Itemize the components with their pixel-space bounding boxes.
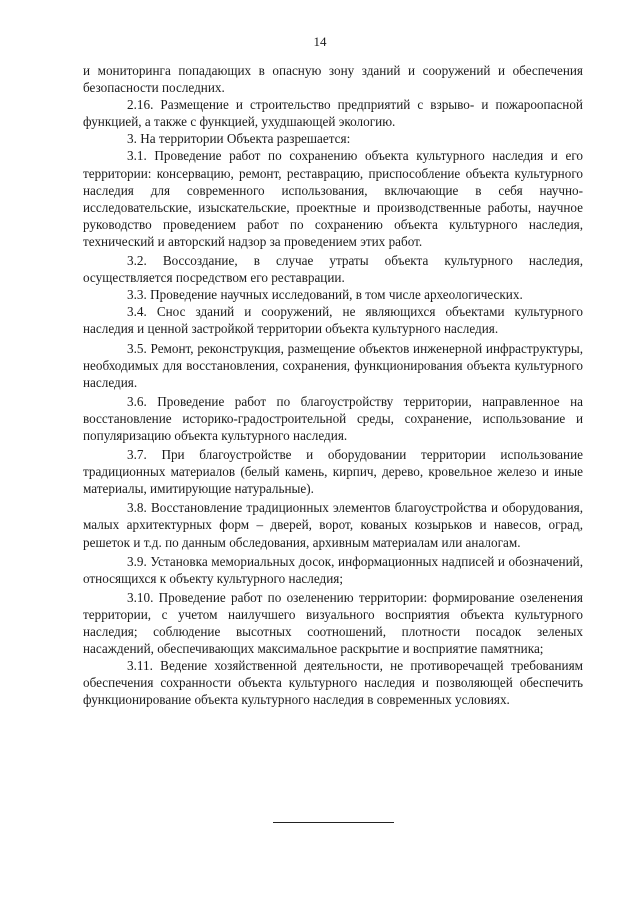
paragraph-3-heading: 3. На территории Объекта разрешается: xyxy=(127,131,351,147)
paragraph-2-16: 2.16. Размещение и строительство предприятий с взрыво- и пожароопасной функцией, а также с функцией, ухудшающей экологию. xyxy=(83,97,583,130)
paragraph-3-11: 3.11. Ведение хозяйственной деятельности, не противоречащей требованиям обеспечения сохранности объекта культурного наследия и позволяющей обеспечить функционирование объекта культурного наследия в современных условиях. xyxy=(83,658,583,708)
paragraph-3-7: 3.7. При благоустройстве и оборудовании территории использование традиционных материалов (белый камень, кирпич, дерево, кровельное железо и иные материалы, имитирующие натуральные). xyxy=(83,447,583,497)
paragraph-3-6: 3.6. Проведение работ по благоустройству территории, направленное на восстановление историко-градостроительной среды, сохранение, использование и популяризацию объекта культурного наследия. xyxy=(83,393,583,443)
paragraph-3-2: 3.2. Воссоздание, в случае утраты объекта культурного наследия, осуществляется посредством его реставрации. xyxy=(83,253,583,286)
paragraph-3-3: 3.3. Проведение научных исследований, в том числе археологических. xyxy=(127,287,523,303)
paragraph-3-1: 3.1. Проведение работ по сохранению объекта культурного наследия и его территории: консервацию, ремонт, реставрацию, приспособление объекта культурного наследия для современного использования, включающие в себя научно-исследовательские, изыскательские, проектные и производственные работы, научное руководство проведением работ по сохранению объекта культурного наследия, технический и авторский надзор за проведением этих работ. xyxy=(83,148,583,249)
page-number: 14 xyxy=(313,34,327,49)
paragraph-3-4: 3.4. Снос зданий и сооружений, не являющихся объектами культурного наследия и ценной застройкой территории объекта культурного наследия. xyxy=(83,304,583,337)
paragraph-3-10: 3.10. Проведение работ по озеленению территории: формирование озеленения территории, с учетом наилучшего визуального восприятия объекта культурного наследия; соблюдение высотных соотношений, плотности посадок зеленых насаждений, обеспечивающих максимальное раскрытие и восприятие памятника; xyxy=(83,589,583,657)
paragraph-3-8: 3.8. Восстановление традиционных элементов благоустройства и оборудования, малых архитектурных форм – дверей, ворот, кованых козырьков и навесов, оград, решеток и т.д. по данным обследования, архивным материалам или аналогам. xyxy=(83,500,583,550)
document-body xyxy=(83,62,583,708)
paragraph-3-9: 3.9. Установка мемориальных досок, информационных надписей и обозначений, относящихся к объекту культурного наследия; xyxy=(83,553,583,586)
paragraph-continuation: и мониторинга попадающих в опасную зону зданий и сооружений и обеспечения безопасности последних. xyxy=(83,63,583,96)
paragraph-3-5: 3.5. Ремонт, реконструкция, размещение объектов инженерной инфраструктуры, необходимых для восстановления, сохранения, функционирования объекта культурного наследия. xyxy=(83,340,583,390)
end-divider-line xyxy=(273,822,394,823)
